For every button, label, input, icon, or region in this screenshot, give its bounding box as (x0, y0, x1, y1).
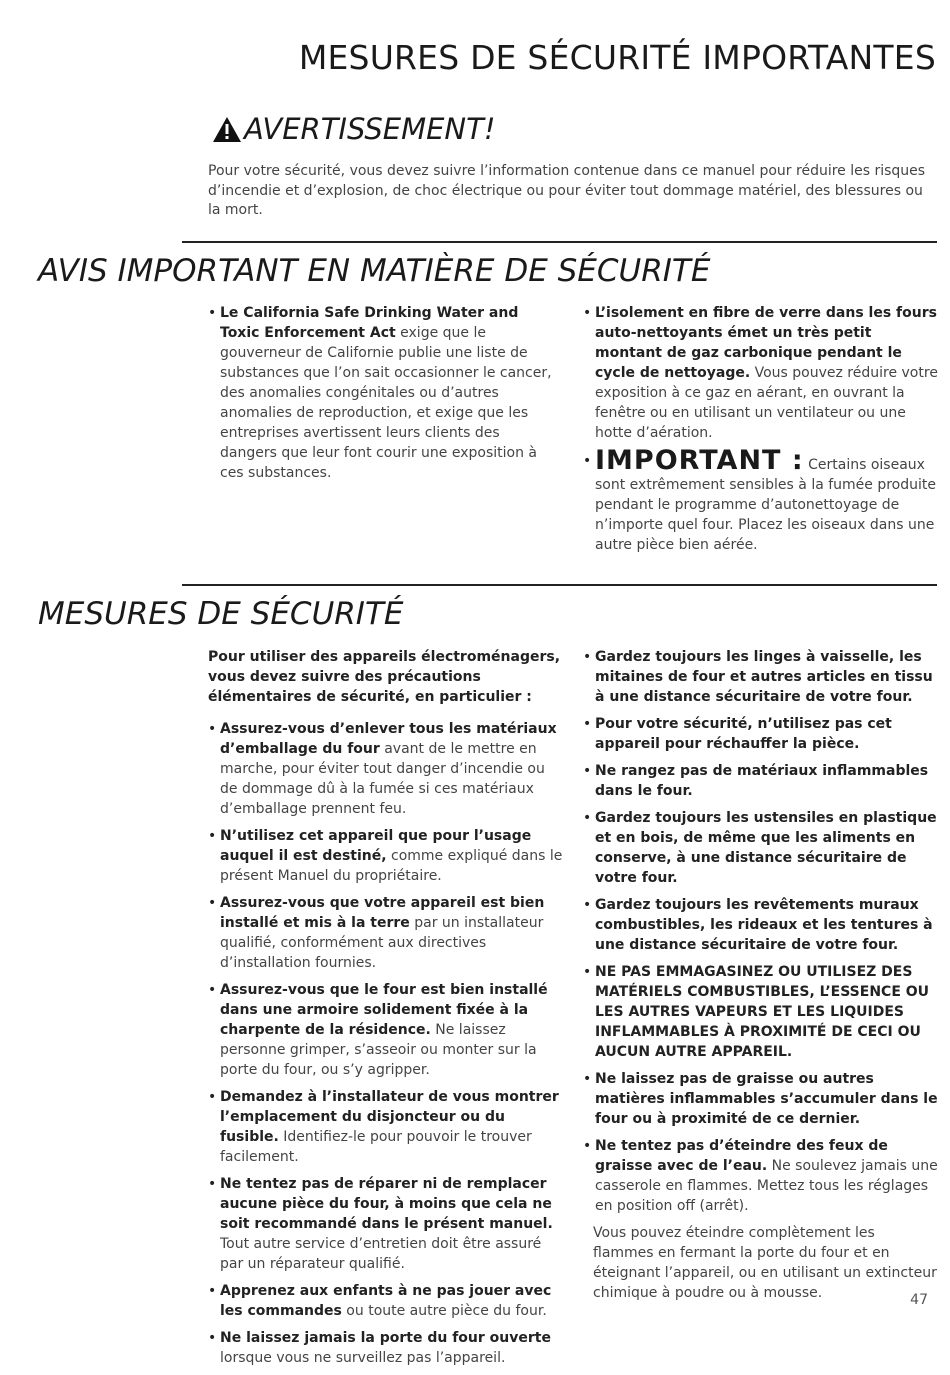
notice-left-column (208, 303, 558, 490)
notice-right-bold: L’isolement en fibre de verre dans les fours auto-nettoyants émet un très petit montant de gaz carbonique pendant le cycle de nettoyage. (595, 305, 937, 381)
page-number: 47 (910, 1292, 928, 1308)
item-bold: Ne tentez pas de réparer ni de remplacer aucune pièce du four, à moins que cela ne soit recommandé dans le présent manuel. (220, 1176, 553, 1232)
important-label: IMPORTANT : (595, 445, 804, 476)
warning-triangle-icon (212, 116, 242, 143)
item-bold: Gardez toujours les linges à vaisselle, les mitaines de four et autres articles en tissu à une distance sécuritaire de votre four. (595, 649, 933, 705)
notice-left-bold: Le California Safe Drinking Water and Toxic Enforcement Act (220, 305, 519, 341)
item-bold: Pour votre sécurité, n’utilisez pas cet appareil pour réchauffer la pièce. (595, 716, 892, 752)
item-bold: Ne laissez pas de graisse ou autres matières inflammables s’accumuler dans le four ou à proximité de ce dernier. (595, 1071, 938, 1127)
list-item (208, 980, 563, 1080)
item-bold: Ne tentez pas d’éteindre des feux de graisse avec de l’eau. (595, 1138, 888, 1174)
item-bold: Ne laissez jamais la porte du four ouverte (220, 1330, 551, 1346)
page-title: MESURES DE SÉCURITÉ IMPORTANTES (298, 38, 936, 77)
safety-left-column (208, 647, 563, 1375)
item-text: lorsque vous ne surveillez pas l’appareil. (220, 1350, 506, 1366)
list-item (208, 1328, 563, 1368)
notice-heading: AVIS IMPORTANT EN MATIÈRE DE SÉCURITÉ (38, 253, 711, 289)
list-item (583, 761, 939, 801)
list-item (583, 808, 939, 888)
item-bold: Demandez à l’installateur de vous montrer l’emplacement du disjoncteur ou du fusible. (220, 1089, 559, 1145)
item-bold: Gardez toujours les ustensiles en plastique et en bois, de même que les aliments en conserve, à une distance sécuritaire de votre four. (595, 810, 937, 886)
list-item (583, 1136, 939, 1216)
item-bold: Apprenez aux enfants à ne pas jouer avec les commandes (220, 1283, 552, 1319)
safety-intro: Pour utiliser des appareils électroménagers, vous devez suivre des précautions élémentaires de sécurité, en particulier : (208, 649, 561, 705)
item-bold: Assurez-vous que votre appareil est bien installé et mis à la terre (220, 895, 545, 931)
list-item (208, 303, 558, 483)
item-bold: Assurez-vous d’enlever tous les matériaux d’emballage du four (220, 721, 557, 757)
list-item (583, 895, 939, 955)
item-bold: Assurez-vous que le four est bien installé dans une armoire solidement fixée à la charpente de la résidence. (220, 982, 548, 1038)
list-item (208, 1174, 563, 1274)
item-text: par un installateur qualifié, conformément aux directives d’installation fournies. (220, 915, 544, 971)
list-item (208, 1087, 563, 1167)
important-text: Certains oiseaux sont extrêmement sensibles à la fumée produite pendant le programme d’autonettoyage de n’importe quel four. Placez les oiseaux dans une autre pièce bien aérée. (595, 457, 937, 553)
item-text: ou toute autre pièce du four. (341, 1303, 547, 1319)
list-item (208, 893, 563, 973)
notice-left-text: exige que le gouverneur de Californie publie une liste de substances que l’on sait occasionner le cancer, des anomalies congénitales ou d’autres anomalies de reproduction, et exige que les entreprises avertissent leurs clients des dangers que leur font courir une exposition à ces substances. (220, 325, 552, 481)
closing-text: Vous pouvez éteindre complètement les flammes en fermant la porte du four et en éteignant l’appareil, ou en utilisant un extincteur chimique à poudre ou à mousse. (593, 1225, 937, 1301)
notice-right-text: Vous pouvez réduire votre exposition à ce gaz en aérant, en ouvrant la fenêtre ou en utilisant un ventilateur ou une hotte d’aération. (595, 365, 938, 441)
item-bold: NE PAS EMMAGASINEZ OU UTILISEZ DES MATÉRIELS COMBUSTIBLES, L’ESSENCE OU LES AUTRES VAPEURS ET LES LIQUIDES INFLAMMABLES À PROXIMITÉ DE CECI OU AUCUN AUTRE APPAREIL. (595, 964, 930, 1060)
item-text: Identifiez-le pour pouvoir le trouver facilement. (220, 1129, 532, 1165)
warning-heading (212, 112, 495, 146)
list-item (208, 719, 563, 819)
item-text: Tout autre service d’entretien doit être assuré par un réparateur qualifié. (220, 1236, 542, 1272)
notice-right-column (583, 303, 939, 562)
item-text: comme expliqué dans le présent Manuel du propriétaire. (220, 848, 563, 884)
list-item (208, 1281, 563, 1321)
list-item (583, 714, 939, 754)
list-item (583, 647, 939, 707)
safety-heading: MESURES DE SÉCURITÉ (38, 596, 404, 632)
item-text: avant de le mettre en marche, pour éviter tout danger d’incendie ou de dommage dû à la fumée si ces matériaux d’emballage prennent feu. (220, 741, 545, 817)
warning-heading-text: AVERTISSEMENT! (244, 112, 496, 146)
item-bold: Gardez toujours les revêtements muraux combustibles, les rideaux et les tentures à une distance sécuritaire de votre four. (595, 897, 933, 953)
divider (182, 584, 937, 586)
list-item (583, 1069, 939, 1129)
list-item (583, 303, 939, 443)
divider (182, 241, 937, 243)
item-text: Ne soulevez jamais une casserole en flammes. Mettez tous les réglages en position off (arrêt). (595, 1158, 938, 1214)
important-note (583, 445, 939, 555)
item-text: Ne laissez personne grimper, s’asseoir ou monter sur la porte du four, ou s’y agripper. (220, 1022, 537, 1078)
item-bold: N’utilisez cet appareil que pour l’usage auquel il est destiné, (220, 828, 532, 864)
warning-text: Pour votre sécurité, vous devez suivre l’information contenue dans ce manuel pour réduire les risques d’incendie et d’explosion, de choc électrique ou pour éviter tout dommage matériel, des blessures ou la mort. (208, 163, 926, 218)
list-item (208, 826, 563, 886)
list-item (583, 962, 939, 1062)
safety-right-column (583, 647, 939, 1303)
item-bold: Ne rangez pas de matériaux inflammables dans le four. (595, 763, 929, 799)
